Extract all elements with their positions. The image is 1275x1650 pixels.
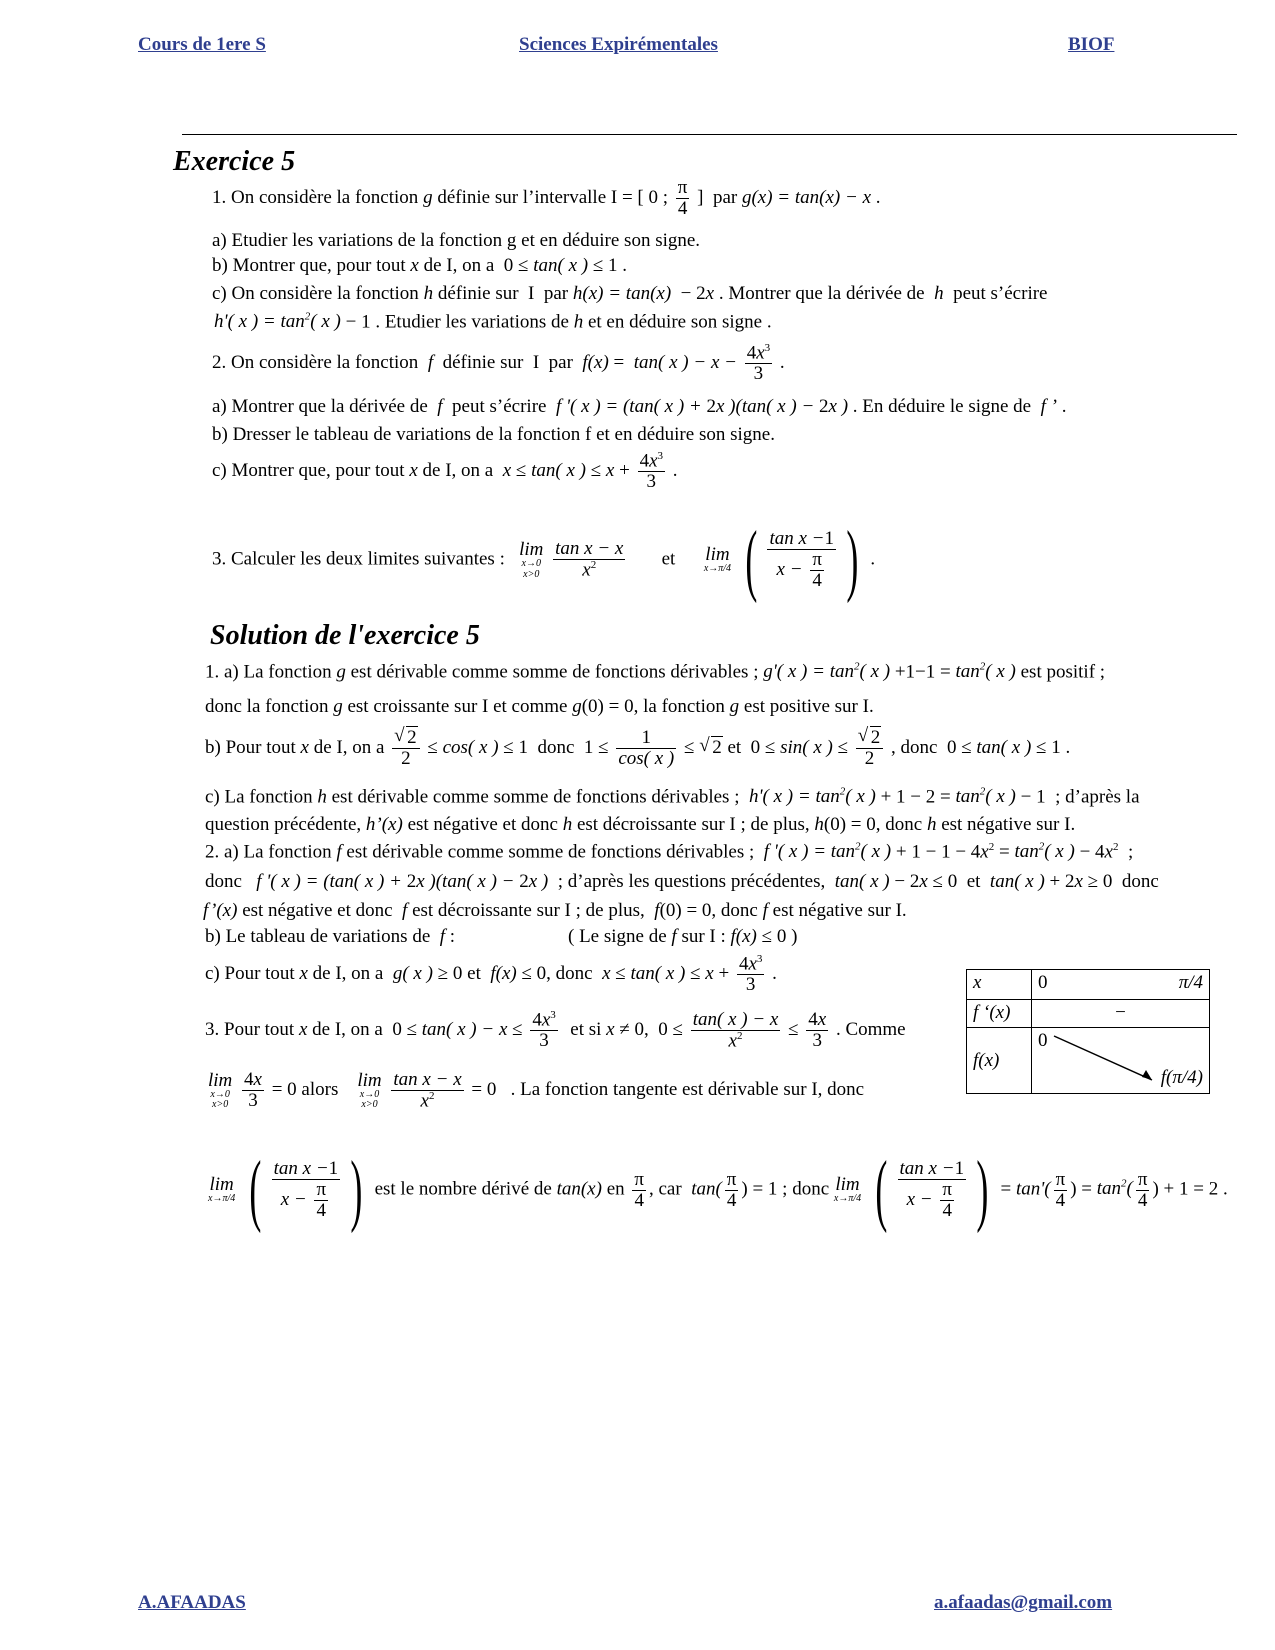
solution-2a2: donc f '( x ) = (tan( x ) + 2x )(tan( x ) − 2x ) ; d’après les questions précédentes, tan( x ) − 2x ≤ 0 et tan( x ) + 2x ≥ 0 donc xyxy=(205,871,1159,892)
exercise-q1: 1. On considère la fonction g définie sur l’intervalle I = [ 0 ; $\frac{\pi}{4}$ ] par g(x) = tan(x) − x . xyxy=(212,177,881,219)
exercise-q2: 2. On considère la fonction f définie sur I par f(x) = tan( x ) − x − $\frac{4x^3}{3}$ . xyxy=(212,342,785,385)
solution-2b-sign: ( Le signe de f sur I : f(x) ≤ 0 ) xyxy=(568,926,798,947)
table-x-start: 0 xyxy=(1038,972,1048,993)
solution-3b: lim x→0 x>0 $\frac{4x}{3}$ = 0 alors lim x→0 x>0 $\frac{\text{tan x − x}}{x^2}$ = 0 . La fonction tangente est dérivable sur I, donc xyxy=(208,1069,865,1112)
exercise-q1c2: h'( x ) = $\tan^2$( x ) − 1 . Etudier les variations de h et en déduire son signe . xyxy=(214,311,772,333)
solution-1c: c) La fonction h est dérivable comme somme de fonctions dérivables ; h'( x ) = $\tan^2$( x ) + $1 - 2 = \tan^2$( x ) − 1 ; d’après la xyxy=(205,786,1140,808)
table-fprime-sign: − xyxy=(1032,1000,1210,1028)
exercise-q2a: a) Montrer que la dérivée de f peut s’écrire f '( x ) = (tan( x ) + 2x )(tan( x ) − 2x ) . En déduire le signe de f ’ . xyxy=(212,396,1067,417)
table-x-end: π/4 xyxy=(1178,972,1203,993)
table-x-label: x xyxy=(967,970,1032,1000)
exercise-q1b: b) Montrer que, pour tout x de I, on a 0 ≤ tan( x ) ≤ 1 . xyxy=(212,255,628,276)
solution-1b: b) Pour tout x de I, on a √ $\frac{2}{2}$ ≤ cos( x ) ≤ 1 donc 1 ≤ $\frac{1}{\cos( x )}$ ≤ √ 2 et 0 ≤ sin( x ) ≤ √ $\frac{2}{2}$ , donc 0 ≤ tan( x ) ≤ 1 . xyxy=(205,728,1070,769)
table-f-end: f(π/4) xyxy=(1160,1067,1203,1088)
exercise-q2b: b) Dresser le tableau de variations de la fonction f et en déduire son signe. xyxy=(212,424,775,445)
solution-3c: lim x→π/4 ( tan x −1 x − $\frac{\pi}{4}$ ) est le nombre dérivé de tan(x) en $\frac{\pi}{4}$ , car tan( $\frac{\pi}{4}$ ) = 1 ; donc lim x→π/4 ( tan x −1 x − $\frac{\pi}{4}$ ) = tan'( $\frac{\pi}{4}$ ) = $\tan^2$( $\frac{\pi}{4}$ ) + 1 = 2 . xyxy=(208,1146,1228,1234)
footer-author[interactable]: A.AFAADAS xyxy=(138,1592,246,1613)
table-fprime-label: f ‘(x) xyxy=(967,1000,1032,1028)
exercise-q2c: c) Montrer que, pour tout x de I, on a x ≤ tan( x ) ≤ x + $\frac{4x^3}{3}$ . xyxy=(212,450,678,493)
variation-table xyxy=(966,969,1210,1094)
solution-2a3: f’(x) est négative et donc f est décroissante sur I ; de plus, f(0) = 0, donc f est négative sur I. xyxy=(203,900,907,921)
table-f-variation xyxy=(1032,1028,1210,1094)
solution-2b: b) Le tableau de variations de f : xyxy=(205,926,456,947)
solution-title: Solution de l'exercice 5 xyxy=(210,620,480,651)
footer-email[interactable]: a.afaadas@gmail.com xyxy=(934,1592,1113,1613)
table-f-start: 0 xyxy=(1038,1030,1048,1051)
decreasing-arrow xyxy=(1052,1034,1162,1086)
table-f-label: f(x) xyxy=(967,1028,1032,1094)
solution-1c2: question précédente, h’(x) est négative et donc h est décroissante sur I ; de plus, h(0) = 0, donc h est négative sur I. xyxy=(205,814,1076,835)
solution-3: 3. Pour tout x de I, on a 0 ≤ tan( x ) − x ≤ $\frac{4x^3}{3}$ et si x ≠ 0, 0 ≤ $\frac{\tan( x ) - x}{x^2}$ ≤ $\frac{4x}{3}$ . Comme xyxy=(205,1009,906,1052)
solution-2a: 2. a) La fonction f est dérivable comme somme de fonctions dérivables ; f '( x ) = $\tan^2$( x ) + $1 - 1 - 4x^2 = \tan^2$( x ) − $4x^2$ ; xyxy=(205,841,1134,863)
exercise-title: Exercice 5 xyxy=(173,146,296,177)
exercise-q1c: c) On considère la fonction h définie sur I par h(x) = tan(x) − 2x . Montrer que la dérivée de h peut s’écrire xyxy=(212,283,1048,304)
header-rule xyxy=(182,134,1237,135)
exercise-q1a: a) Etudier les variations de la fonction g et en déduire son signe. xyxy=(212,230,701,251)
solution-1a: 1. a) La fonction g est dérivable comme somme de fonctions dérivables ; g'( x ) = $\tan^2$( x ) $+1-1 = \tan^2$( x ) est positif ; xyxy=(205,661,1106,683)
solution-2c: c) Pour tout x de I, on a g( x ) ≥ 0 et f(x) ≤ 0, donc x ≤ tan( x ) ≤ x + $\frac{4x^3}{3}$ . xyxy=(205,953,777,996)
solution-1a2: donc la fonction g est croissante sur I et comme g(0) = 0, la fonction g est positive sur I. xyxy=(205,696,874,717)
header-left[interactable]: Cours de 1ere S xyxy=(138,34,266,55)
table-x-values xyxy=(1032,970,1210,1000)
header-right[interactable]: BIOF xyxy=(1068,34,1115,55)
exercise-q3: 3. Calculer les deux limites suivantes : lim x→0 x>0 $\frac{\text{tan x − x}}{x^2}$ et lim x→π/4 ( tan x −1 x − $\frac{\pi}{4}$ ) . xyxy=(212,516,876,604)
header-center[interactable]: Sciences Expirémentales xyxy=(519,34,718,55)
